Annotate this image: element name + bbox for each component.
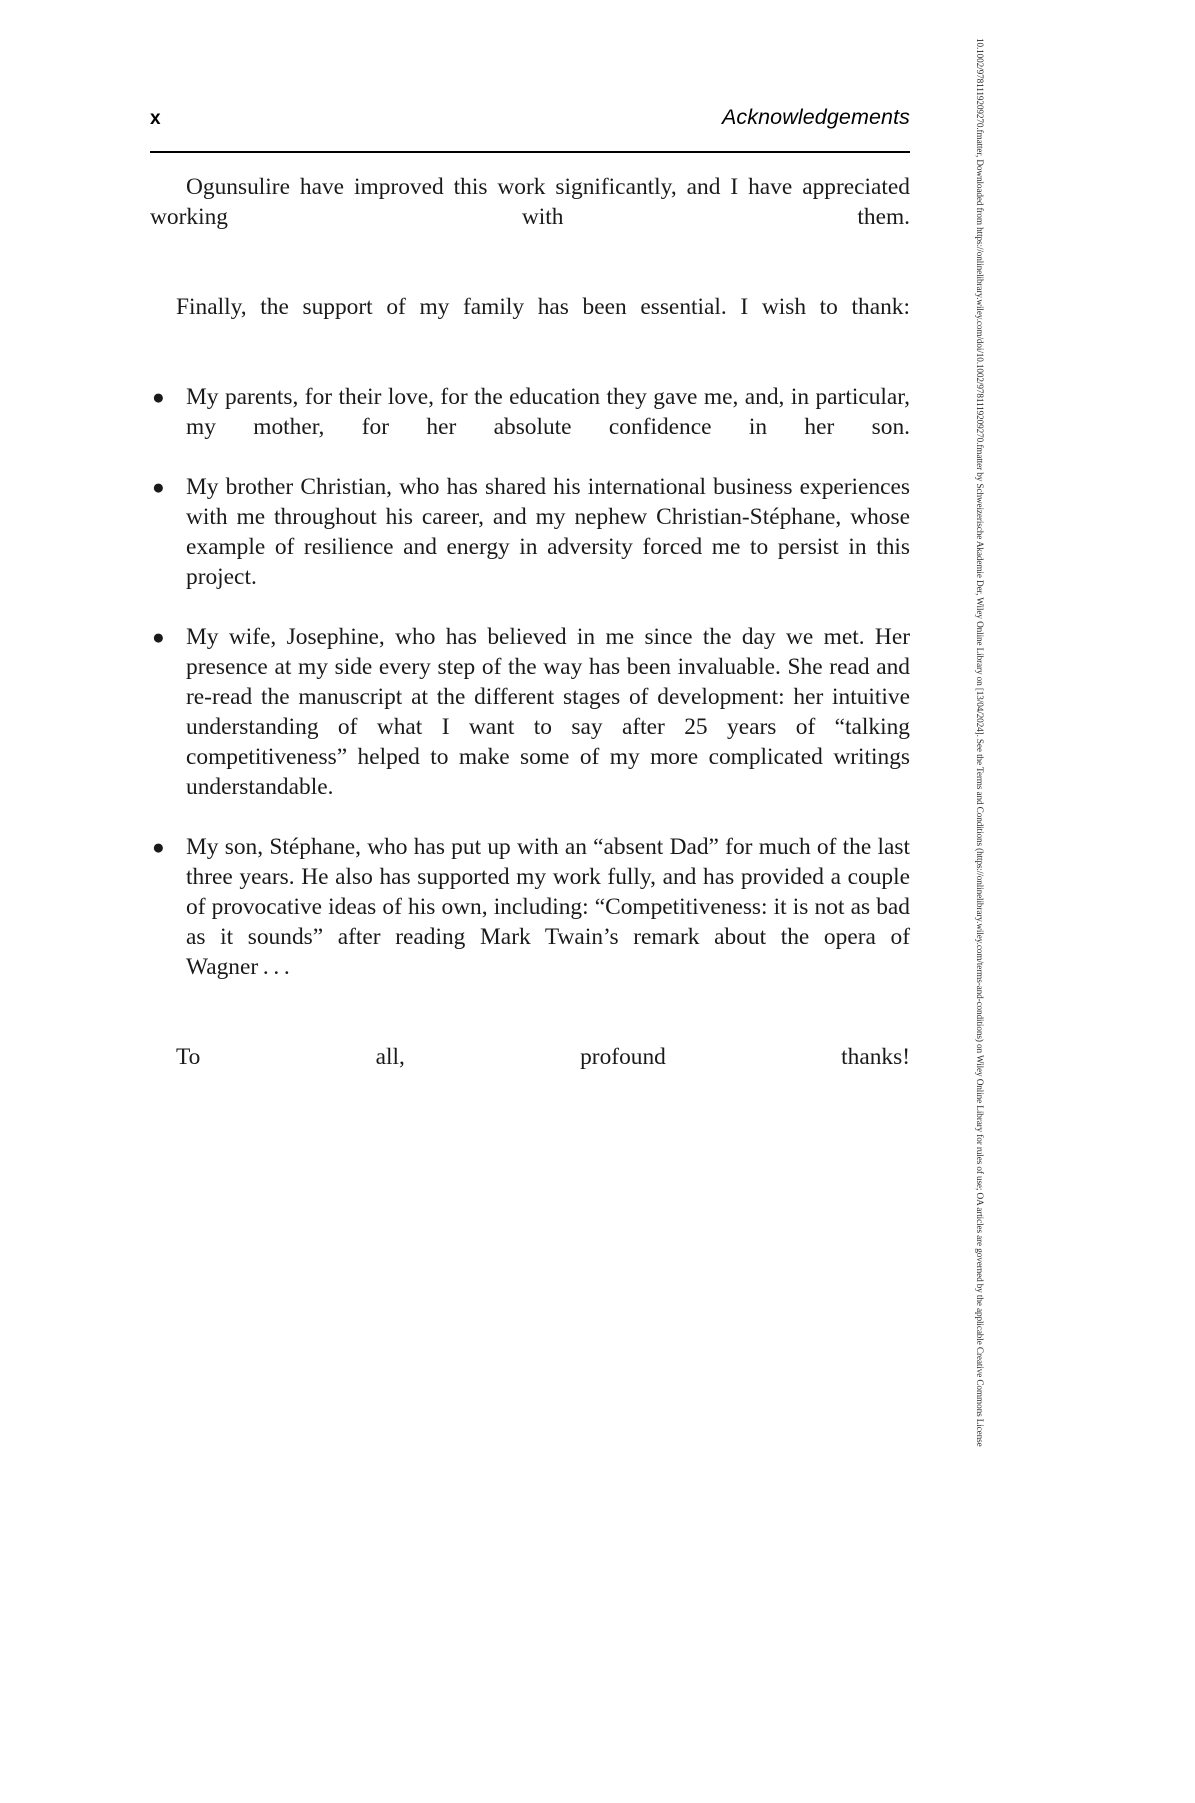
- running-head-title: Acknowledgements: [721, 104, 910, 129]
- bullet-icon: ●: [152, 385, 165, 409]
- list-item: [150, 472, 910, 622]
- bullet-icon: ●: [152, 835, 165, 859]
- list-item-text: My parents, for their love, for the education they gave me, and, in particular, my mother, for her absolute confidence in her son.: [186, 384, 910, 440]
- bullet-icon: ●: [152, 475, 165, 499]
- list-item-text: My son, Stéphane, who has put up with an “absent Dad” for much of the last three years. He also has supported my work fully, and has provided a couple of provocative ideas of his own, including: “Competitiveness: it is not as bad as it sounds” after reading Mark Twain’s remark about the opera of Wagner . . .: [186, 834, 910, 980]
- paragraph-finally: Finally, the support of my family has been essential. I wish to thank:: [176, 294, 910, 320]
- list-item-text: My brother Christian, who has shared his international business experiences with me throughout his career, and my nephew Christian-Stéphane, whose example of resilience and energy in adversity forced me to persist in this project.: [186, 474, 910, 590]
- acknowledgement-list: [150, 382, 910, 1012]
- closing-line: To all, profound thanks!: [176, 1044, 910, 1070]
- bullet-icon: ●: [152, 625, 165, 649]
- paragraph-continued: Ogunsulire have improved this work significantly, and I have appreciated working with them.: [150, 174, 910, 230]
- page-number: x: [150, 108, 161, 129]
- list-item: [150, 622, 910, 832]
- header-rule: [150, 151, 910, 153]
- body-text: [150, 172, 910, 1102]
- list-item: [150, 832, 910, 1012]
- list-item-text: My wife, Josephine, who has believed in me since the day we met. Her presence at my side every step of the way has been invaluable. She read and re-read the manuscript at the different stages of development: her intuitive understanding of what I want to say after 25 years of “talking competitiveness” helped to make some of my more complicated writings understandable.: [186, 624, 910, 800]
- download-watermark: 10.1002/9781119209270.fmatter, Downloaded from https://onlinelibrary.wiley.com/doi/10.1002/9781119209270.fmatter by Schweizerische Akademie Der, Wiley Online Library on [13/04/2024]. See the Terms and Conditions (https://onlinelibrary.wiley.com/terms-and-conditions) on Wiley Online Library for rules of use; OA articles are governed by the applicable Creative Commons License: [974, 38, 984, 1447]
- running-head: [150, 92, 910, 128]
- list-item: [150, 382, 910, 472]
